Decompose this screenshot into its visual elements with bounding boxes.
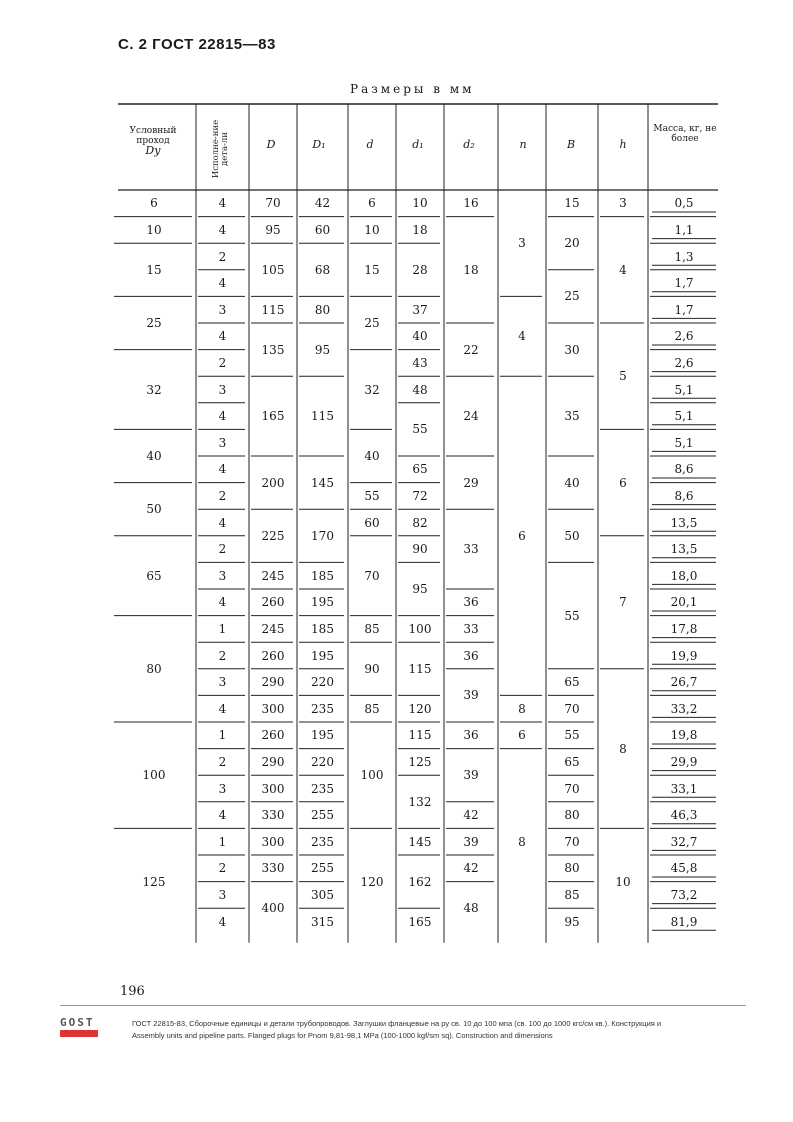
cell-exec: 4 <box>218 409 227 424</box>
cell-D: 135 <box>261 342 285 357</box>
cell-exec: 2 <box>218 355 227 370</box>
cell-dy: 32 <box>146 382 162 397</box>
cell-mass: 45,8 <box>670 861 698 876</box>
cell-D: 245 <box>261 568 285 583</box>
cell-D1: 42 <box>314 196 331 211</box>
cell-B: 25 <box>564 289 580 304</box>
cell-D: 300 <box>261 834 285 849</box>
cell-n: 4 <box>518 329 526 344</box>
cell-h: 4 <box>619 262 627 277</box>
cell-d: 100 <box>360 768 384 783</box>
cell-mass: 29,9 <box>670 754 698 769</box>
cell-mass: 46,3 <box>670 808 698 823</box>
cell-D: 225 <box>261 528 285 543</box>
cell-h: 10 <box>615 874 631 889</box>
cell-B: 65 <box>564 675 580 690</box>
cell-mass: 19,8 <box>670 728 698 743</box>
col-header-dy <box>110 126 196 156</box>
cell-d2: 33 <box>463 542 479 557</box>
cell-mass: 33,1 <box>670 781 698 796</box>
col-header-B: B <box>566 138 576 151</box>
cell-mass: 8,6 <box>674 462 694 477</box>
cell-B: 15 <box>564 196 580 211</box>
cell-d1: 100 <box>408 621 432 636</box>
cell-B: 95 <box>564 914 580 929</box>
cell-mass: 5,1 <box>674 409 694 424</box>
cell-D1: 95 <box>314 342 331 357</box>
cell-d2: 36 <box>463 648 479 663</box>
cell-exec: 1 <box>218 834 227 849</box>
cell-mass: 5,1 <box>674 382 694 397</box>
cell-D1: 255 <box>311 808 334 823</box>
cell-exec: 2 <box>218 249 227 264</box>
cell-d1: 125 <box>408 754 432 769</box>
cell-d2: 24 <box>463 409 479 424</box>
cell-D1: 170 <box>311 528 334 543</box>
cell-D1: 235 <box>311 701 334 716</box>
cell-d: 55 <box>364 488 380 503</box>
footer-line-en: Assembly units and pipeline parts. Flanged plugs for Pnom 9,81-98,1 MPa (100-1000 kgf/sm sq). Construction and dimensions <box>132 1031 553 1040</box>
cell-mass: 1,7 <box>674 302 694 317</box>
cell-d2: 36 <box>463 728 479 743</box>
cell-exec: 4 <box>218 462 227 477</box>
cell-exec: 1 <box>218 621 227 636</box>
cell-B: 55 <box>564 608 580 623</box>
cell-D1: 185 <box>311 568 334 583</box>
units-caption: Размеры в мм <box>350 82 475 96</box>
cell-exec: 2 <box>218 754 227 769</box>
cell-B: 20 <box>564 236 580 251</box>
cell-D: 300 <box>261 701 285 716</box>
cell-mass: 33,2 <box>670 701 698 716</box>
cell-exec: 3 <box>218 675 227 690</box>
cell-d1: 115 <box>408 728 432 743</box>
cell-mass: 32,7 <box>670 834 698 849</box>
cell-D: 260 <box>261 595 285 610</box>
cell-d2: 16 <box>463 196 479 211</box>
cell-d1: 162 <box>408 874 432 889</box>
cell-d1: 82 <box>412 515 428 530</box>
cell-D1: 60 <box>314 222 331 237</box>
cell-d2: 42 <box>463 808 479 823</box>
cell-D: 290 <box>261 675 285 690</box>
cell-D: 165 <box>261 409 285 424</box>
cell-D1: 235 <box>311 834 334 849</box>
col-header-mass: Масса, кг, не более <box>653 124 717 144</box>
cell-d1: 37 <box>412 302 428 317</box>
cell-dy: 50 <box>146 502 162 517</box>
cell-D: 260 <box>261 648 285 663</box>
cell-dy: 80 <box>146 661 162 676</box>
cell-B: 70 <box>564 701 580 716</box>
cell-d1: 115 <box>408 661 432 676</box>
cell-mass: 19,9 <box>670 648 698 663</box>
cell-h: 6 <box>619 475 627 490</box>
cell-mass: 2,6 <box>674 329 694 344</box>
cell-D: 245 <box>261 621 285 636</box>
col-header-exec: Исполне-ние дета-ли <box>211 119 230 179</box>
cell-exec: 4 <box>218 329 227 344</box>
cell-d2: 39 <box>463 834 479 849</box>
cell-mass: 1,7 <box>674 276 694 291</box>
gost-logo-bar <box>60 1030 98 1037</box>
cell-n: 8 <box>518 701 526 716</box>
cell-D: 330 <box>261 808 285 823</box>
cell-D1: 305 <box>311 887 334 902</box>
cell-mass: 26,7 <box>670 675 698 690</box>
cell-D: 200 <box>261 475 285 490</box>
cell-B: 35 <box>564 409 580 424</box>
cell-D: 290 <box>261 754 285 769</box>
col-header-n: n <box>519 138 527 151</box>
cell-dy: 6 <box>150 196 158 211</box>
cell-D1: 235 <box>311 781 334 796</box>
page-number: 196 <box>120 984 145 999</box>
footer-divider <box>60 1005 746 1006</box>
cell-d: 10 <box>364 222 380 237</box>
cell-d: 25 <box>364 316 380 330</box>
cell-D1: 315 <box>311 914 334 929</box>
cell-exec: 4 <box>218 595 227 610</box>
cell-mass: 0,5 <box>674 196 694 211</box>
cell-d1: 132 <box>408 794 432 809</box>
cell-exec: 2 <box>218 648 227 663</box>
cell-mass: 20,1 <box>670 595 698 610</box>
cell-d1: 55 <box>412 422 428 437</box>
cell-D1: 195 <box>311 595 334 610</box>
cell-B: 65 <box>564 754 580 769</box>
cell-d1: 95 <box>412 582 428 596</box>
cell-B: 55 <box>564 728 580 743</box>
cell-D: 70 <box>265 196 281 211</box>
cell-d: 60 <box>364 515 380 530</box>
footer-line-ru: ГОСТ 22815-83, Сборочные единицы и детали трубопроводов. Заглушки фланцевые на ру св. 10 до 100 мпа (св. 100 до 1000 кгс/см кв.). Конструкция и <box>132 1019 662 1028</box>
cell-mass: 13,5 <box>670 515 698 530</box>
cell-d1: 48 <box>412 382 428 397</box>
cell-n: 6 <box>518 528 526 543</box>
cell-mass: 18,0 <box>670 568 698 583</box>
col-header-D1: D₁ <box>312 138 326 151</box>
col-header-d2: d₂ <box>463 138 475 151</box>
cell-d1: 145 <box>408 834 432 849</box>
cell-D: 300 <box>261 781 285 796</box>
cell-mass: 13,5 <box>670 542 698 557</box>
col-header-h: h <box>619 138 627 151</box>
cell-h: 7 <box>619 595 627 610</box>
cell-D1: 255 <box>311 861 334 876</box>
cell-dy: 125 <box>142 874 166 889</box>
cell-h: 8 <box>619 741 627 756</box>
cell-d1: 165 <box>408 914 432 929</box>
cell-B: 70 <box>564 834 580 849</box>
cell-mass: 1,1 <box>674 222 694 237</box>
cell-exec: 4 <box>218 701 227 716</box>
cell-exec: 1 <box>218 728 227 743</box>
col-header-D: D <box>266 138 276 151</box>
cell-n: 8 <box>518 834 526 849</box>
cell-D1: 195 <box>311 648 334 663</box>
cell-B: 85 <box>564 887 580 902</box>
cell-d2: 42 <box>463 861 479 876</box>
cell-d1: 90 <box>412 542 428 557</box>
cell-dy: 10 <box>146 222 162 237</box>
cell-d2: 18 <box>463 262 479 277</box>
cell-d: 15 <box>364 262 380 277</box>
cell-D1: 220 <box>311 675 334 690</box>
cell-d2: 22 <box>463 342 479 357</box>
cell-B: 50 <box>564 528 580 543</box>
gost-logo-text: GOST <box>60 1016 95 1029</box>
cell-d1: 18 <box>412 222 428 237</box>
cell-n: 6 <box>518 728 526 743</box>
cell-d2: 39 <box>463 768 479 783</box>
cell-d1: 43 <box>412 355 428 370</box>
cell-d2: 33 <box>463 621 479 636</box>
cell-exec: 3 <box>218 302 227 317</box>
cell-D: 260 <box>261 728 285 743</box>
cell-D1: 220 <box>311 754 334 769</box>
cell-d2: 48 <box>463 901 479 916</box>
cell-d1: 28 <box>412 262 428 277</box>
cell-D1: 115 <box>311 409 334 424</box>
cell-mass: 17,8 <box>670 621 698 636</box>
cell-d1: 10 <box>412 196 428 211</box>
cell-exec: 4 <box>218 914 227 929</box>
col-header-dy-symbol: Dу <box>145 144 161 157</box>
cell-exec: 2 <box>218 542 227 557</box>
cell-exec: 4 <box>218 515 227 530</box>
col-header-d1: d₁ <box>412 138 424 151</box>
cell-exec: 2 <box>218 861 227 876</box>
cell-mass: 73,2 <box>670 887 698 902</box>
cell-d: 120 <box>360 874 384 889</box>
cell-B: 80 <box>564 861 580 876</box>
cell-exec: 4 <box>218 808 227 823</box>
cell-D: 115 <box>261 302 285 317</box>
cell-D1: 195 <box>311 728 334 743</box>
cell-D1: 145 <box>311 475 334 490</box>
cell-dy: 65 <box>146 568 162 583</box>
cell-mass: 2,6 <box>674 355 694 370</box>
cell-d1: 72 <box>412 488 428 503</box>
cell-d2: 36 <box>463 595 479 610</box>
cell-mass: 8,6 <box>674 488 694 503</box>
cell-d: 6 <box>368 196 376 211</box>
page-title: С. 2 ГОСТ 22815—83 <box>118 36 276 53</box>
cell-d2: 39 <box>463 688 479 703</box>
cell-d1: 65 <box>412 462 428 477</box>
cell-d: 70 <box>364 568 380 583</box>
cell-exec: 4 <box>218 222 227 237</box>
cell-B: 40 <box>564 475 580 490</box>
cell-exec: 4 <box>218 276 227 291</box>
cell-exec: 3 <box>218 781 227 796</box>
cell-B: 80 <box>564 808 580 823</box>
cell-exec: 3 <box>218 568 227 583</box>
cell-n: 3 <box>518 236 526 251</box>
cell-exec: 2 <box>218 488 227 503</box>
cell-dy: 40 <box>146 449 162 463</box>
cell-dy: 100 <box>142 768 166 783</box>
cell-d1: 40 <box>412 329 428 344</box>
col-header-d: d <box>366 138 374 151</box>
cell-d1: 120 <box>408 701 432 716</box>
cell-D: 95 <box>265 222 281 237</box>
cell-D: 105 <box>261 262 285 277</box>
cell-D: 330 <box>261 861 285 876</box>
cell-D1: 68 <box>314 262 331 277</box>
cell-exec: 3 <box>218 382 227 397</box>
cell-D1: 185 <box>311 621 334 636</box>
cell-exec: 3 <box>218 887 227 902</box>
cell-d: 85 <box>364 701 380 716</box>
cell-d: 90 <box>364 661 380 676</box>
cell-mass: 5,1 <box>674 435 694 450</box>
cell-d: 32 <box>364 382 380 397</box>
cell-B: 70 <box>564 781 580 796</box>
cell-h: 3 <box>619 196 627 211</box>
footer-text <box>132 1018 661 1042</box>
col-header-dy-label: Условный проход <box>129 126 177 146</box>
cell-exec: 4 <box>218 196 227 211</box>
cell-D1: 80 <box>314 302 331 317</box>
cell-mass: 81,9 <box>670 914 698 929</box>
cell-exec: 3 <box>218 435 227 450</box>
cell-mass: 1,3 <box>674 249 694 264</box>
cell-h: 5 <box>619 369 627 384</box>
cell-B: 30 <box>564 342 580 357</box>
cell-d2: 29 <box>463 475 479 490</box>
cell-d: 85 <box>364 621 380 636</box>
cell-dy: 15 <box>146 262 162 277</box>
gost-logo <box>60 1017 98 1039</box>
cell-dy: 25 <box>146 316 162 330</box>
cell-D: 400 <box>261 901 285 916</box>
cell-d: 40 <box>364 449 380 463</box>
